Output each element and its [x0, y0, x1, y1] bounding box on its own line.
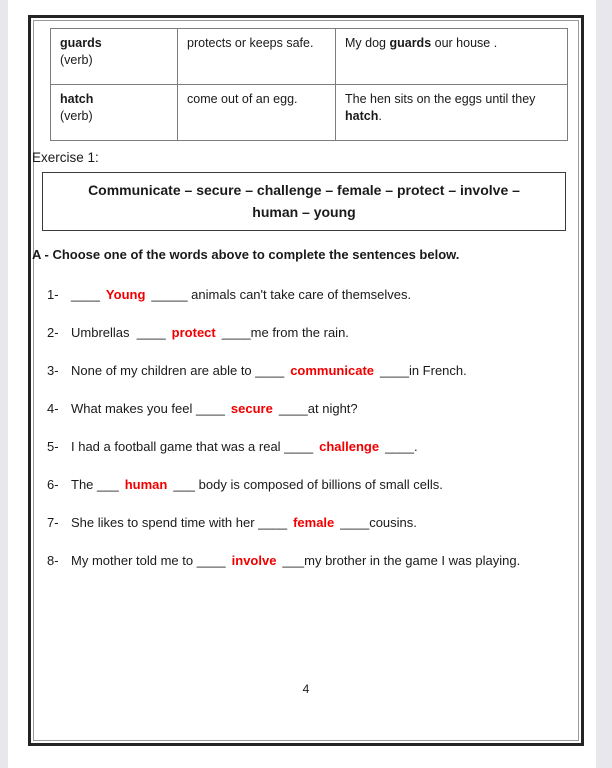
- definition-cell: protects or keeps safe.: [178, 29, 336, 85]
- filled-answer: communicate: [290, 363, 375, 378]
- table-row: [51, 85, 568, 141]
- section-instruction: A - Choose one of the words above to complete the sentences below.: [32, 247, 460, 262]
- blank-line: ____: [71, 287, 100, 302]
- blank-line: ____: [255, 363, 285, 378]
- exercise-title: Exercise 1:: [32, 150, 99, 165]
- page-number: 4: [302, 682, 310, 696]
- sentence-item: [47, 513, 581, 533]
- example-cell: [336, 29, 568, 85]
- term-word: hatch: [60, 92, 94, 106]
- word-bank-box: [42, 172, 566, 231]
- term-cell: [51, 29, 178, 85]
- sentence-number: 1-: [47, 287, 59, 302]
- sentence-text: None of my children are able to ____ communicate ____in French.: [71, 363, 467, 378]
- sentence-text: I had a football game that was a real ____ challenge ____.: [71, 439, 418, 454]
- filled-answer: human: [124, 477, 168, 492]
- sentence-item: [47, 361, 581, 381]
- term-word: guards: [60, 36, 102, 50]
- sentence-text: Umbrellas ____ protect ____me from the rain.: [71, 325, 349, 340]
- filled-answer: involve: [231, 553, 277, 568]
- filled-answer: protect: [171, 325, 216, 340]
- definition-cell: come out of an egg.: [178, 85, 336, 141]
- sentence-text: My mother told me to ____ involve ___my brother in the game I was playing.: [71, 553, 521, 568]
- blank-line: ____: [380, 363, 409, 378]
- sentence-number: 3-: [47, 363, 59, 378]
- example-text: our house .: [431, 36, 498, 50]
- sentence-number: 7-: [47, 515, 59, 530]
- example-text: The hen sits on the eggs until they: [345, 92, 536, 106]
- blank-line: ____: [385, 439, 414, 454]
- page-border-frame: [28, 15, 584, 746]
- part-of-speech: (verb): [60, 109, 93, 123]
- sentence-number: 4-: [47, 401, 59, 416]
- sentence-list: [47, 285, 581, 571]
- sentence-number: 8-: [47, 553, 59, 568]
- word-bank-line: Communicate – secure – challenge – female – protect – involve –: [88, 182, 520, 198]
- sentence-text: What makes you feel ____ secure ____at night?: [71, 401, 358, 416]
- word-bank-line: human – young: [252, 204, 356, 220]
- example-cell: [336, 85, 568, 141]
- sentence-item: [47, 475, 581, 495]
- blank-line: ____: [136, 325, 166, 340]
- blank-line: ____: [340, 515, 370, 530]
- filled-answer: secure: [230, 401, 273, 416]
- blank-line: _____: [151, 287, 188, 302]
- sentence-text: The ___ human ___ body is composed of billions of small cells.: [71, 477, 443, 492]
- sentence-number: 6-: [47, 477, 59, 492]
- term-cell: [51, 85, 178, 141]
- sentence-text: ____ Young _____ animals can't take care of themselves.: [71, 287, 412, 302]
- example-text: .: [378, 109, 382, 123]
- sentence-item: [47, 437, 581, 457]
- sentence-number: 5-: [47, 439, 59, 454]
- vocabulary-table: [50, 28, 568, 141]
- blank-line: ____: [284, 439, 314, 454]
- filled-answer: female: [293, 515, 335, 530]
- blank-line: ____: [196, 401, 225, 416]
- sentence-number: 2-: [47, 325, 59, 340]
- blank-line: ____: [221, 325, 251, 340]
- table-row: [51, 29, 568, 85]
- blank-line: ____: [258, 515, 288, 530]
- part-of-speech: (verb): [60, 53, 93, 67]
- sentence-item: [47, 551, 581, 571]
- blank-line: ____: [278, 401, 308, 416]
- blank-line: ___: [173, 477, 196, 492]
- blank-line: ___: [97, 477, 119, 492]
- blank-line: ___: [282, 553, 305, 568]
- example-bold-word: hatch: [345, 109, 379, 123]
- sentence-item: [47, 399, 581, 419]
- example-text: My dog: [345, 36, 390, 50]
- sentence-text: She likes to spend time with her ____ female ____cousins.: [71, 515, 417, 530]
- sentence-item: [47, 285, 581, 305]
- filled-answer: challenge: [319, 439, 380, 454]
- sentence-item: [47, 323, 581, 343]
- example-bold-word: guards: [389, 36, 432, 50]
- filled-answer: Young: [105, 287, 146, 302]
- worksheet-page: [8, 0, 596, 768]
- blank-line: ____: [196, 553, 226, 568]
